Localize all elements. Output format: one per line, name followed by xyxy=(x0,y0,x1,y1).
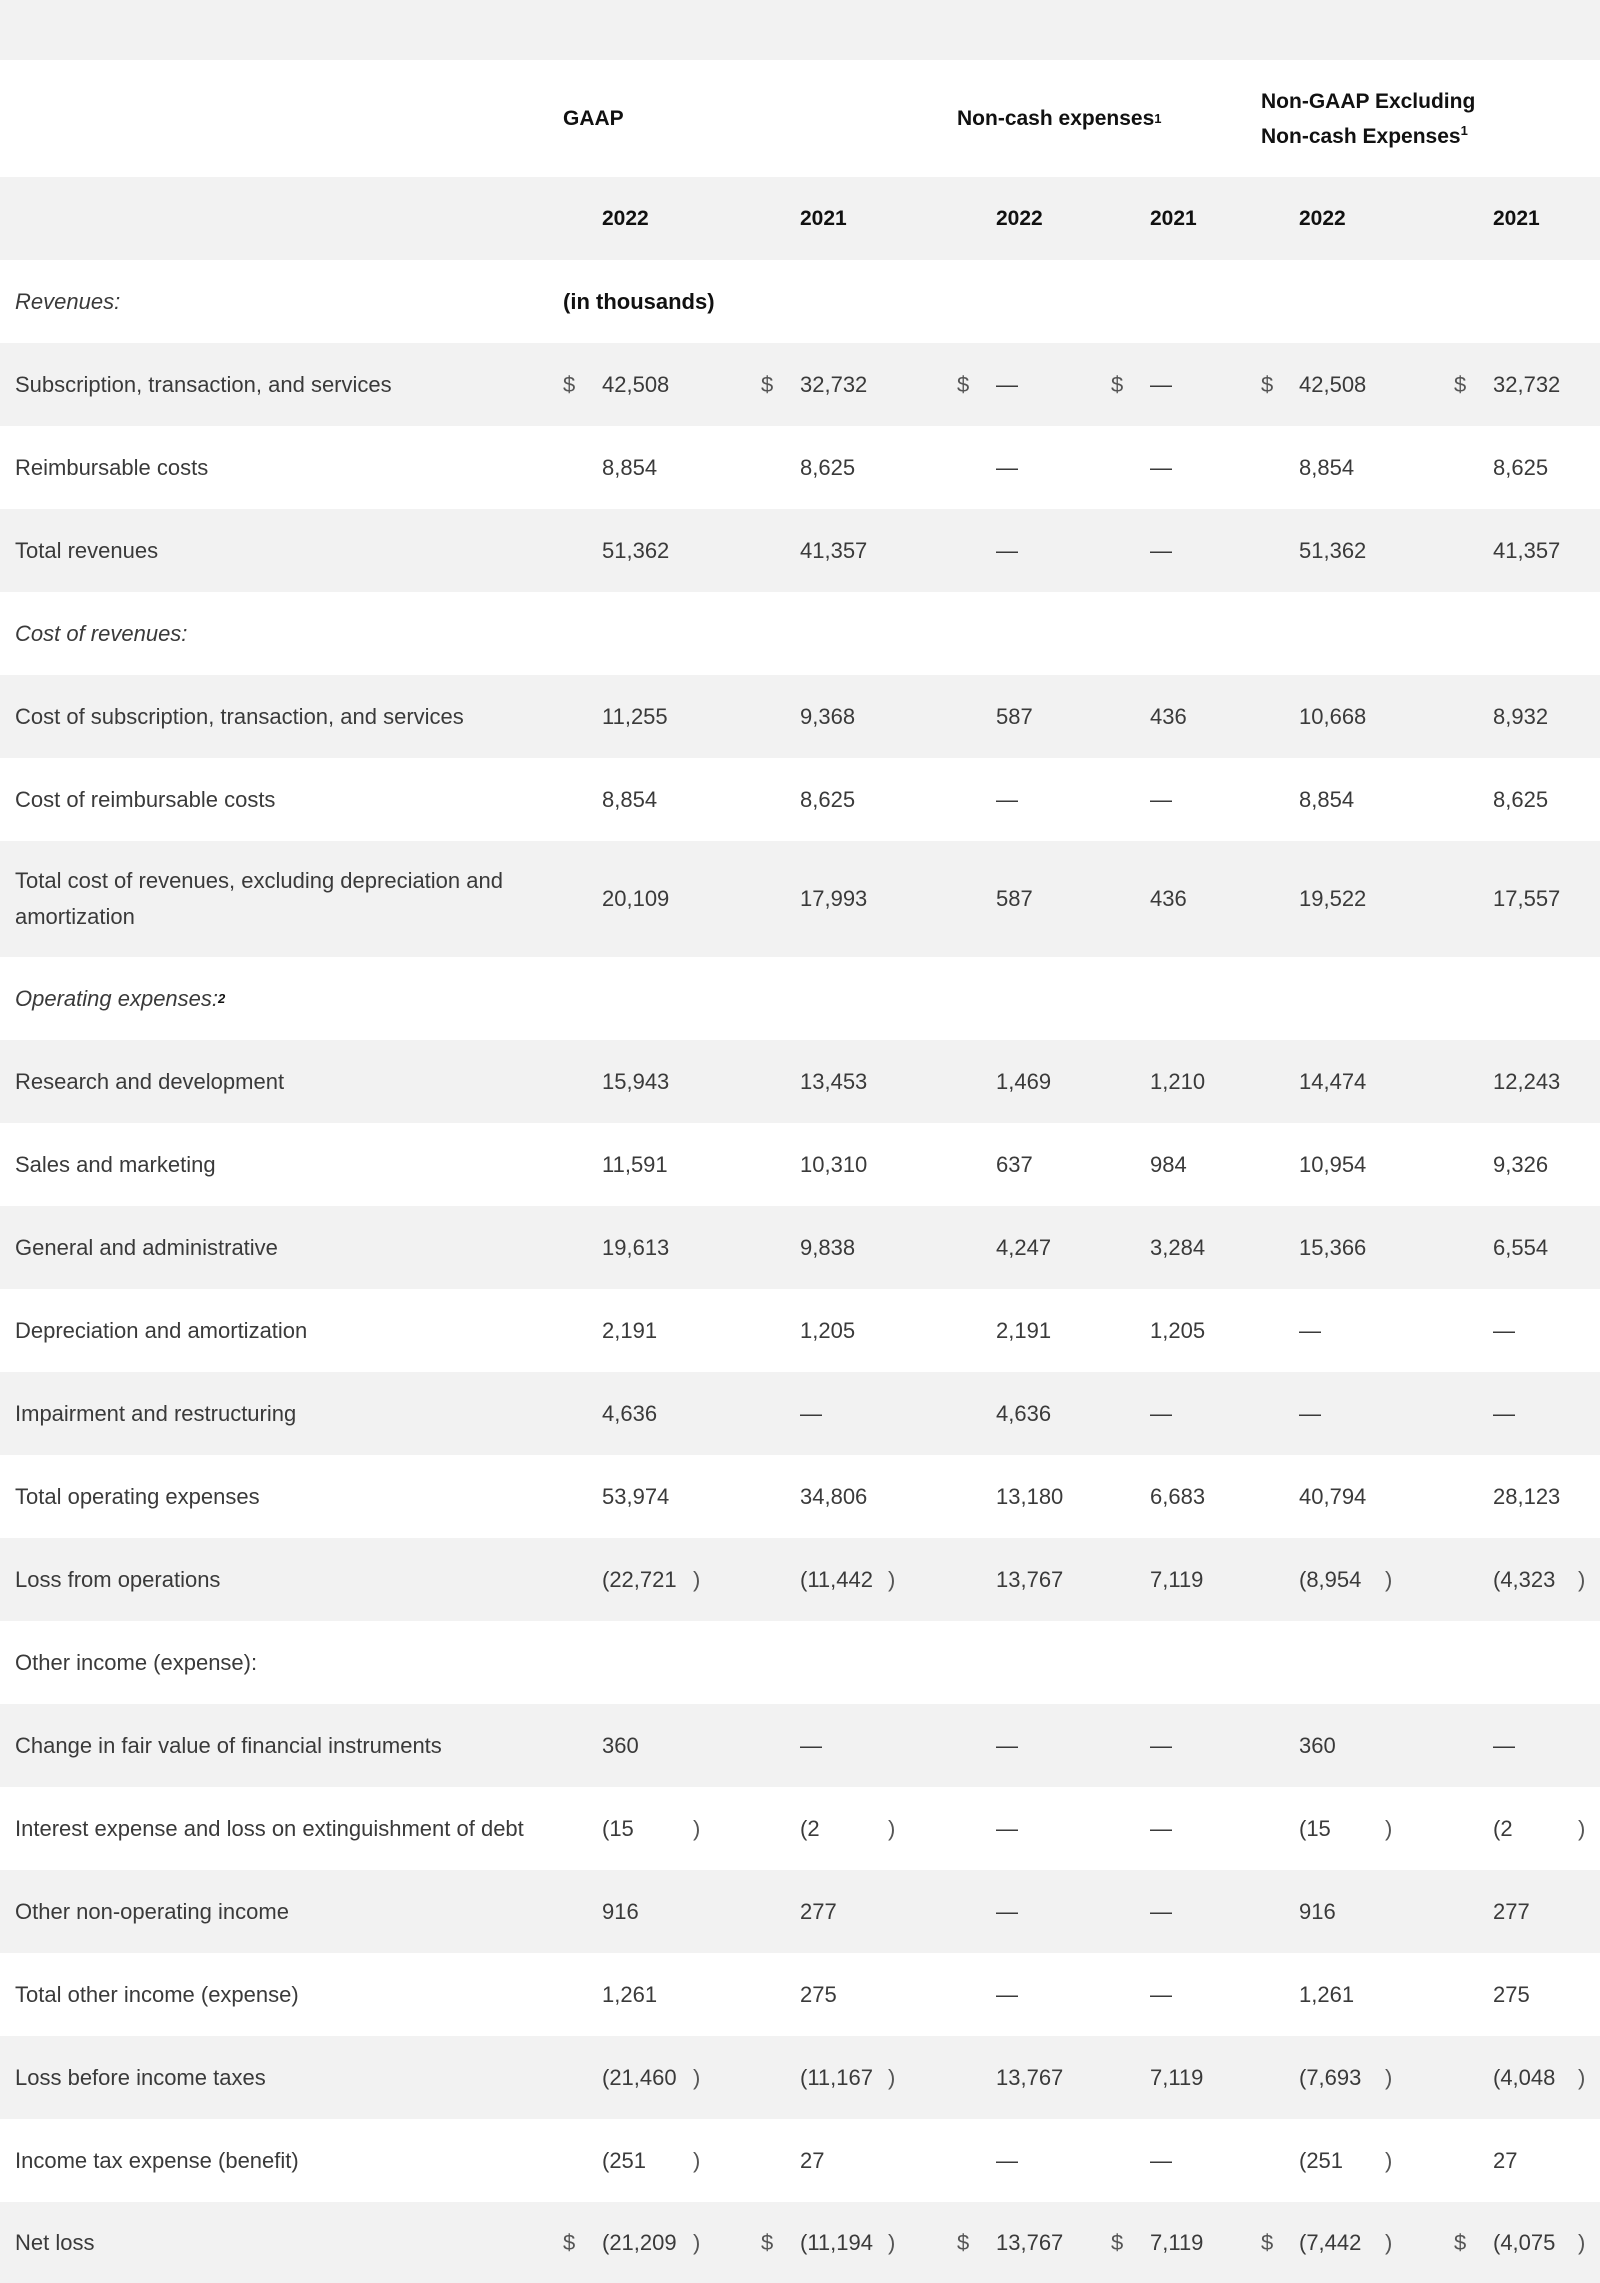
value-noncash-2022: — xyxy=(996,371,1018,397)
value-noncash-2021: — xyxy=(1150,786,1172,812)
row-label: Total operating expenses xyxy=(15,1483,260,1509)
value-gaap-2021: — xyxy=(800,1732,822,1758)
close-paren: ) xyxy=(1578,1815,1586,1841)
value-gaap-2022: 51,362 xyxy=(602,537,670,563)
value-nongaap-2022: 8,854 xyxy=(1299,454,1355,480)
value-gaap-2021: 275 xyxy=(800,1981,837,2007)
row-label: General and administrative xyxy=(15,1234,278,1260)
gaap-header: GAAP xyxy=(563,107,624,130)
close-paren: ) xyxy=(1578,2229,1586,2255)
table-row xyxy=(0,675,1600,758)
section-revenues xyxy=(0,260,1600,343)
value-nongaap-2022: (251 xyxy=(1299,2147,1344,2173)
section-cost-of-revenues xyxy=(0,592,1600,675)
dollar-sign: $ xyxy=(957,371,970,397)
value-gaap-2022: (22,721 xyxy=(602,1566,677,1592)
value-noncash-2021: 3,284 xyxy=(1150,1234,1206,1260)
table-row xyxy=(0,841,1600,957)
group-header-row xyxy=(0,60,1600,177)
close-paren: ) xyxy=(888,1566,896,1592)
row-label: Net loss xyxy=(15,2229,95,2255)
value-nongaap-2021: 8,625 xyxy=(1493,786,1549,812)
table-row-net-loss xyxy=(0,2202,1600,2283)
table-row xyxy=(0,1289,1600,1372)
dollar-sign: $ xyxy=(1111,2229,1124,2255)
value-nongaap-2022: (8,954 xyxy=(1299,1566,1362,1592)
close-paren: ) xyxy=(693,2229,701,2255)
section-label: Other income (expense): xyxy=(15,1649,258,1675)
table-row xyxy=(0,343,1600,426)
row-label: Interest expense and loss on extinguishment of debt xyxy=(15,1815,524,1841)
value-gaap-2021: (11,194 xyxy=(800,2229,873,2255)
table-row xyxy=(0,2036,1600,2119)
table-row xyxy=(0,2119,1600,2202)
value-nongaap-2021: 28,123 xyxy=(1493,1483,1561,1509)
value-gaap-2021: 13,453 xyxy=(800,1068,868,1094)
row-label: Cost of reimbursable costs xyxy=(15,786,276,812)
value-nongaap-2022: 42,508 xyxy=(1299,371,1367,397)
dollar-sign: $ xyxy=(563,371,576,397)
value-noncash-2022: 2,191 xyxy=(996,1317,1052,1343)
section-operating-expenses xyxy=(0,957,1600,1040)
value-gaap-2022: 15,943 xyxy=(602,1068,670,1094)
value-gaap-2022: (21,209 xyxy=(602,2229,677,2255)
value-noncash-2021: 7,119 xyxy=(1150,2064,1204,2090)
value-nongaap-2021: 8,932 xyxy=(1493,703,1549,729)
value-noncash-2022: 13,767 xyxy=(996,2229,1064,2255)
value-noncash-2022: 4,636 xyxy=(996,1400,1052,1426)
value-nongaap-2021: — xyxy=(1493,1317,1515,1343)
section-other-income xyxy=(0,1621,1600,1704)
close-paren: ) xyxy=(1578,2064,1586,2090)
top-band xyxy=(0,0,1600,60)
table-row xyxy=(0,1040,1600,1123)
row-label: Research and development xyxy=(15,1068,285,1094)
value-nongaap-2021: 41,357 xyxy=(1493,537,1561,563)
value-nongaap-2021: 8,625 xyxy=(1493,454,1549,480)
value-noncash-2022: 587 xyxy=(996,886,1033,911)
close-paren: ) xyxy=(1385,2229,1393,2255)
table-row xyxy=(0,1455,1600,1538)
row-label: Income tax expense (benefit) xyxy=(15,2147,299,2173)
value-gaap-2022: 11,255 xyxy=(602,703,668,729)
value-nongaap-2022: 8,854 xyxy=(1299,786,1355,812)
value-noncash-2022: — xyxy=(996,537,1018,563)
value-nongaap-2021: 32,732 xyxy=(1493,371,1561,397)
value-nongaap-2022: (7,442 xyxy=(1299,2229,1362,2255)
value-gaap-2021: 277 xyxy=(800,1898,837,1924)
row-label: Impairment and restructuring xyxy=(15,1400,297,1426)
row-label: Depreciation and amortization xyxy=(15,1317,308,1343)
close-paren: ) xyxy=(693,2147,701,2173)
value-noncash-2022: — xyxy=(996,1815,1018,1841)
value-gaap-2021: (11,442 xyxy=(800,1566,873,1592)
table-row xyxy=(0,1538,1600,1621)
value-nongaap-2022: 916 xyxy=(1299,1898,1336,1924)
close-paren: ) xyxy=(693,1815,701,1841)
dollar-sign: $ xyxy=(1261,2229,1274,2255)
table-row xyxy=(0,1787,1600,1870)
value-nongaap-2022: (7,693 xyxy=(1299,2064,1362,2090)
row-label: Subscription, transaction, and services xyxy=(15,371,392,397)
value-nongaap-2021: (2 xyxy=(1493,1815,1513,1841)
value-gaap-2021: — xyxy=(800,1400,822,1426)
value-nongaap-2022: 1,261 xyxy=(1299,1981,1355,2007)
value-nongaap-2021: 17,557 xyxy=(1493,886,1561,911)
year-nongaap-2021: 2021 xyxy=(1493,207,1540,230)
value-noncash-2021: — xyxy=(1150,1981,1172,2007)
value-gaap-2021: 10,310 xyxy=(800,1151,868,1177)
dollar-sign: $ xyxy=(957,2229,970,2255)
value-nongaap-2022: 40,794 xyxy=(1299,1483,1367,1509)
value-nongaap-2021: — xyxy=(1493,1400,1515,1426)
value-gaap-2022: 20,109 xyxy=(602,886,670,911)
value-gaap-2022: 8,854 xyxy=(602,786,658,812)
value-noncash-2022: 637 xyxy=(996,1151,1033,1177)
units-label: (in thousands) xyxy=(563,288,715,314)
row-label: Total other income (expense) xyxy=(15,1981,299,2007)
value-nongaap-2021: 12,243 xyxy=(1493,1068,1561,1094)
value-noncash-2021: — xyxy=(1150,2147,1172,2173)
dollar-sign: $ xyxy=(1111,371,1124,397)
value-gaap-2021: (2 xyxy=(800,1815,820,1841)
value-gaap-2022: 53,974 xyxy=(602,1483,670,1509)
value-noncash-2021: — xyxy=(1150,1815,1172,1841)
section-label: Operating expenses: 2 xyxy=(15,985,226,1011)
value-nongaap-2022: 360 xyxy=(1299,1732,1336,1758)
table-row xyxy=(0,509,1600,592)
value-noncash-2021: — xyxy=(1150,1732,1172,1758)
value-gaap-2021: 41,357 xyxy=(800,537,868,563)
value-noncash-2022: — xyxy=(996,1981,1018,2007)
value-noncash-2021: — xyxy=(1150,1898,1172,1924)
value-noncash-2021: 1,205 xyxy=(1150,1317,1206,1343)
dollar-sign: $ xyxy=(1454,2229,1467,2255)
value-nongaap-2022: (15 xyxy=(1299,1815,1331,1841)
value-nongaap-2022: 51,362 xyxy=(1299,537,1367,563)
value-nongaap-2022: 15,366 xyxy=(1299,1234,1367,1260)
value-nongaap-2022: — xyxy=(1299,1400,1321,1426)
row-label: Change in fair value of financial instruments xyxy=(15,1732,442,1758)
value-gaap-2021: 32,732 xyxy=(800,371,868,397)
value-gaap-2022: 4,636 xyxy=(602,1400,658,1426)
dollar-sign: $ xyxy=(563,2229,576,2255)
close-paren: ) xyxy=(1385,1815,1393,1841)
value-gaap-2022: 19,613 xyxy=(602,1234,670,1260)
value-nongaap-2022: 19,522 xyxy=(1299,886,1367,911)
table-row xyxy=(0,1206,1600,1289)
close-paren: ) xyxy=(693,1566,701,1592)
row-label: Sales and marketing xyxy=(15,1151,216,1177)
value-noncash-2021: 436 xyxy=(1150,886,1187,911)
value-gaap-2022: 42,508 xyxy=(602,371,670,397)
value-gaap-2022: (21,460 xyxy=(602,2064,677,2090)
close-paren: ) xyxy=(888,2229,896,2255)
value-nongaap-2021: 27 xyxy=(1493,2147,1518,2173)
value-noncash-2021: 7,119 xyxy=(1150,2229,1204,2255)
close-paren: ) xyxy=(1385,2064,1393,2090)
value-gaap-2022: 8,854 xyxy=(602,454,658,480)
table-row xyxy=(0,1123,1600,1206)
value-noncash-2022: 13,767 xyxy=(996,1566,1064,1592)
value-gaap-2021: 8,625 xyxy=(800,454,856,480)
value-gaap-2022: (251 xyxy=(602,2147,647,2173)
year-nongaap-2022: 2022 xyxy=(1299,207,1346,230)
value-nongaap-2021: (4,075 xyxy=(1493,2229,1556,2255)
dollar-sign: $ xyxy=(761,2229,774,2255)
value-nongaap-2022: 14,474 xyxy=(1299,1068,1367,1094)
value-nongaap-2021: (4,323 xyxy=(1493,1566,1556,1592)
close-paren: ) xyxy=(1578,1566,1586,1592)
year-noncash-2022: 2022 xyxy=(996,207,1043,230)
value-noncash-2021: 436 xyxy=(1150,703,1187,729)
value-gaap-2022: 360 xyxy=(602,1732,639,1758)
value-gaap-2021: 27 xyxy=(800,2147,825,2173)
row-label: Cost of subscription, transaction, and services xyxy=(15,703,464,729)
value-nongaap-2021: 6,554 xyxy=(1493,1234,1549,1260)
year-gaap-2021: 2021 xyxy=(800,207,847,230)
section-label: Revenues: xyxy=(15,288,121,314)
year-gaap-2022: 2022 xyxy=(602,207,649,230)
close-paren: ) xyxy=(1385,1566,1393,1592)
value-noncash-2021: 1,210 xyxy=(1150,1068,1206,1094)
dollar-sign: $ xyxy=(1261,371,1274,397)
value-nongaap-2021: 9,326 xyxy=(1493,1151,1549,1177)
value-gaap-2021: 8,625 xyxy=(800,786,856,812)
value-noncash-2021: — xyxy=(1150,1400,1172,1426)
table-row xyxy=(0,426,1600,509)
value-nongaap-2021: 277 xyxy=(1493,1898,1530,1924)
value-gaap-2022: 2,191 xyxy=(602,1317,658,1343)
value-noncash-2022: 13,767 xyxy=(996,2064,1064,2090)
row-label: Other non-operating income xyxy=(15,1898,289,1924)
value-nongaap-2021: (4,048 xyxy=(1493,2064,1556,2090)
value-noncash-2021: 7,119 xyxy=(1150,1566,1204,1592)
value-noncash-2022: 1,469 xyxy=(996,1068,1052,1094)
close-paren: ) xyxy=(888,1815,896,1841)
value-noncash-2021: 984 xyxy=(1150,1151,1187,1177)
value-gaap-2022: 11,591 xyxy=(602,1151,668,1177)
value-noncash-2022: — xyxy=(996,2147,1018,2173)
close-paren: ) xyxy=(1385,2147,1393,2173)
value-noncash-2022: 13,180 xyxy=(996,1483,1064,1509)
value-nongaap-2022: — xyxy=(1299,1317,1321,1343)
close-paren: ) xyxy=(693,2064,701,2090)
value-gaap-2021: 17,993 xyxy=(800,886,868,911)
noncash-header: Non-cash expenses 1 xyxy=(957,107,1162,130)
nongaap-header: Non-GAAP Excluding Non-cash Expenses$^1$ xyxy=(1261,89,1476,148)
value-nongaap-2021: — xyxy=(1493,1732,1515,1758)
value-noncash-2022: 587 xyxy=(996,703,1033,729)
value-gaap-2021: 9,838 xyxy=(800,1234,856,1260)
row-label: Reimbursable costs xyxy=(15,454,209,480)
value-gaap-2022: 916 xyxy=(602,1898,639,1924)
dollar-sign: $ xyxy=(1454,371,1467,397)
value-gaap-2021: 34,806 xyxy=(800,1483,868,1509)
table-row xyxy=(0,1372,1600,1455)
value-nongaap-2022: 10,668 xyxy=(1299,703,1367,729)
value-gaap-2021: 1,205 xyxy=(800,1317,856,1343)
table-row xyxy=(0,1870,1600,1953)
value-noncash-2022: — xyxy=(996,1898,1018,1924)
value-gaap-2021: (11,167 xyxy=(800,2064,873,2090)
value-gaap-2021: 9,368 xyxy=(800,703,856,729)
value-noncash-2022: — xyxy=(996,1732,1018,1758)
section-label: Cost of revenues: xyxy=(15,620,188,646)
row-label: Loss before income taxes xyxy=(15,2064,266,2090)
table-row xyxy=(0,1953,1600,2036)
value-gaap-2022: 1,261 xyxy=(602,1981,658,2007)
value-noncash-2022: 4,247 xyxy=(996,1234,1052,1260)
value-noncash-2021: — xyxy=(1150,537,1172,563)
year-header-row xyxy=(0,177,1600,260)
table-row xyxy=(0,758,1600,841)
value-noncash-2022: — xyxy=(996,786,1018,812)
value-nongaap-2022: 10,954 xyxy=(1299,1151,1367,1177)
row-label: Total cost of revenues, excluding depreciation and amortization xyxy=(15,868,503,929)
value-noncash-2021: — xyxy=(1150,454,1172,480)
value-noncash-2021: 6,683 xyxy=(1150,1483,1206,1509)
value-noncash-2021: — xyxy=(1150,371,1172,397)
dollar-sign: $ xyxy=(761,371,774,397)
value-noncash-2022: — xyxy=(996,454,1018,480)
row-label: Total revenues xyxy=(15,537,159,563)
year-noncash-2021: 2021 xyxy=(1150,207,1197,230)
table-row xyxy=(0,1704,1600,1787)
value-nongaap-2021: 275 xyxy=(1493,1981,1530,2007)
value-gaap-2022: (15 xyxy=(602,1815,634,1841)
row-label: Loss from operations xyxy=(15,1566,221,1592)
close-paren: ) xyxy=(888,2064,896,2090)
